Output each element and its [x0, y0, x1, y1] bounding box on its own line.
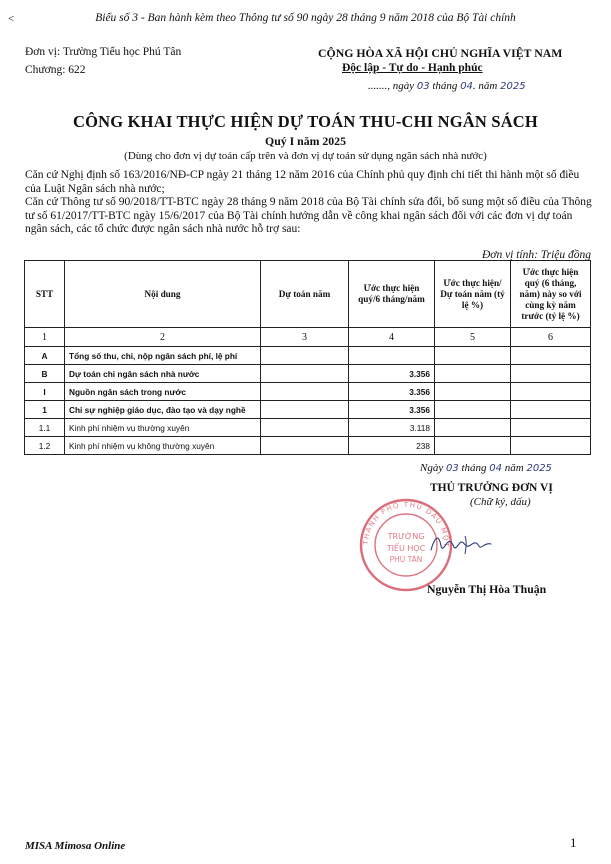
report-period: Quý I năm 2025	[265, 134, 346, 148]
svg-text:TRƯỜNG: TRƯỜNG	[387, 532, 425, 541]
budget-table	[24, 260, 591, 455]
row-actual: 3.356	[349, 383, 435, 401]
row-content: Nguồn ngân sách trong nước	[65, 383, 261, 401]
row-yoy	[511, 347, 591, 365]
page-number: 1	[570, 835, 577, 850]
row-actual: 3.118	[349, 419, 435, 437]
date-prefix: ......., ngày	[368, 80, 415, 92]
row-actual	[349, 347, 435, 365]
software-brand: MISA Mimosa Online	[25, 840, 126, 852]
column-index: 6	[511, 328, 591, 347]
handwritten-month: 04	[489, 463, 503, 474]
date-prefix: Ngày	[420, 462, 444, 474]
row-content: Kinh phí nhiệm vụ không thường xuyên	[65, 437, 261, 455]
column-header-content: Nội dung	[65, 261, 261, 328]
table-header-row	[25, 261, 591, 328]
row-ratio	[435, 419, 511, 437]
legal-basis-paragraph: Căn cứ Thông tư số 90/2018/TT-BTC ngày 28 tháng 9 năm 2018 của Bộ Tài chính sửa đổi, bổ sung một số điều của Thông tư số 61/2017/TT-BTC ngày 15/6/2017 của Bộ Tài chính hướng dẫn về công khai ngân sách đối với các đơn vị dự toán ngân sách, các tổ chức được ngân sách nhà nước hỗ trợ sau:	[25, 196, 592, 236]
handwritten-month: 04	[460, 81, 473, 92]
row-yoy	[511, 365, 591, 383]
row-yoy	[511, 419, 591, 437]
document-title: CÔNG KHAI THỰC HIỆN DỰ TOÁN THU-CHI NGÂN SÁCH	[73, 112, 538, 131]
table-row	[25, 437, 591, 455]
row-estimate	[261, 383, 349, 401]
row-ratio	[435, 347, 511, 365]
date-year-label: năm	[478, 80, 498, 92]
row-estimate	[261, 347, 349, 365]
table-row	[25, 365, 591, 383]
column-header-estimate: Dự toán năm	[261, 261, 349, 328]
chapter-code: Chương: 622	[25, 64, 86, 76]
row-estimate	[261, 437, 349, 455]
row-ratio	[435, 437, 511, 455]
row-yoy	[511, 401, 591, 419]
row-stt: I	[25, 383, 65, 401]
row-stt: 1.2	[25, 437, 65, 455]
row-content: Chi sự nghiệp giáo dục, đào tạo và dạy nghề	[65, 401, 261, 419]
column-header-yoy: Ước thực hiện quý (6 tháng, năm) này so với cùng kỳ năm trước (tỷ lệ %)	[511, 261, 591, 328]
header-date: ......., ngày 03 tháng 04. năm 2025	[368, 80, 526, 92]
row-stt: 1.1	[25, 419, 65, 437]
handwritten-signature	[425, 528, 505, 558]
seal-ring-text: THÀNH PHỐ THỦ DẦU MỘT	[361, 500, 451, 548]
svg-text:TIỂU HỌC: TIỂU HỌC	[386, 544, 426, 553]
table-row	[25, 383, 591, 401]
handwritten-tick-mark: <	[8, 13, 15, 25]
row-ratio	[435, 365, 511, 383]
national-motto: Độc lập - Tự do - Hạnh phúc	[342, 62, 483, 74]
date-month-label: tháng	[461, 462, 487, 474]
currency-unit-label: Đơn vị tính: Triệu đồng	[482, 249, 591, 261]
column-header-stt: STT	[25, 261, 65, 328]
row-stt: 1	[25, 401, 65, 419]
signature-note: (Chữ ký, dấu)	[470, 496, 531, 508]
column-header-actual: Ước thực hiện quý/6 tháng/năm	[349, 261, 435, 328]
handwritten-day: 03	[445, 463, 459, 474]
row-estimate	[261, 365, 349, 383]
handwritten-year: 2025	[526, 463, 552, 474]
form-reference-note: Biểu số 3 - Ban hành kèm theo Thông tư số 90 ngày 28 tháng 9 năm 2018 của Bộ Tài chính	[95, 12, 516, 24]
row-stt: B	[25, 365, 65, 383]
column-index: 2	[65, 328, 261, 347]
row-estimate	[261, 419, 349, 437]
unit-name: Đơn vị: Trường Tiểu học Phú Tân	[25, 46, 182, 58]
column-index: 3	[261, 328, 349, 347]
handwritten-day: 03	[416, 81, 430, 92]
signature-date	[420, 462, 552, 474]
table-row	[25, 419, 591, 437]
column-header-ratio: Ước thực hiện/ Dự toán năm (tỷ lệ %)	[435, 261, 511, 328]
legal-basis	[25, 169, 597, 237]
row-actual: 3.356	[349, 401, 435, 419]
national-title: CỘNG HÒA XÃ HỘI CHỦ NGHĨA VIỆT NAM	[318, 46, 563, 60]
table-row	[25, 401, 591, 419]
row-content: Kinh phí nhiệm vụ thường xuyên	[65, 419, 261, 437]
table-row	[25, 347, 591, 365]
row-actual: 3.356	[349, 365, 435, 383]
legal-basis-paragraph: Căn cứ Nghị định số 163/2016/NĐ-CP ngày 21 tháng 12 năm 2016 của Chính phủ quy định chi tiết thi hành một số điều của Luật Ngân sách nhà nước;	[25, 169, 580, 195]
signer-name: Nguyễn Thị Hòa Thuận	[427, 582, 547, 596]
row-actual: 238	[349, 437, 435, 455]
row-ratio	[435, 383, 511, 401]
row-estimate	[261, 401, 349, 419]
column-index: 4	[349, 328, 435, 347]
row-yoy	[511, 383, 591, 401]
handwritten-year: 2025	[500, 81, 526, 92]
row-yoy	[511, 437, 591, 455]
usage-note: (Dùng cho đơn vị dự toán cấp trên và đơn vị dự toán sử dụng ngân sách nhà nước)	[124, 150, 487, 162]
row-ratio	[435, 401, 511, 419]
date-month-label: tháng	[432, 80, 458, 92]
column-index: 5	[435, 328, 511, 347]
svg-text:PHÚ TÂN: PHÚ TÂN	[389, 555, 423, 564]
date-year-label: năm	[504, 462, 524, 474]
row-content: Tổng số thu, chi, nộp ngân sách phí, lệ phí	[65, 347, 261, 365]
column-index-row	[25, 328, 591, 347]
row-content: Dự toán chi ngân sách nhà nước	[65, 365, 261, 383]
column-index: 1	[25, 328, 65, 347]
row-stt: A	[25, 347, 65, 365]
signatory-title: THỦ TRƯỞNG ĐƠN VỊ	[430, 482, 553, 494]
